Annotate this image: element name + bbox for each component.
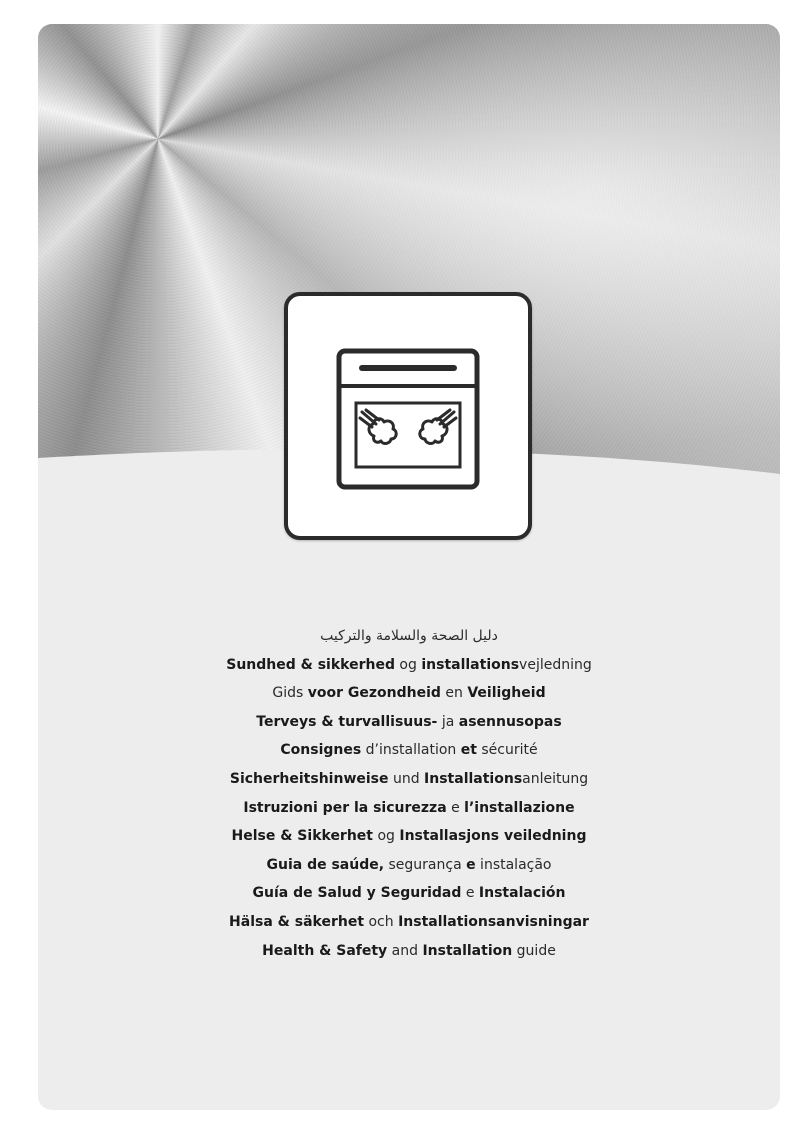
title-swedish: [38, 908, 780, 937]
title-segment: asennusopas: [458, 713, 562, 730]
title-segment: Hälsa & säkerhet: [229, 913, 365, 930]
cover-page: [38, 24, 780, 1110]
title-segment: og: [394, 656, 422, 673]
title-norwegian: [38, 822, 780, 851]
title-dutch: [38, 679, 780, 708]
title-english: [38, 937, 780, 966]
title-segment: Guia de saúde,: [266, 856, 385, 873]
title-segment: and: [387, 942, 423, 959]
title-danish: [38, 651, 780, 680]
title-french: [38, 736, 780, 765]
title-segment: Istruzioni per la sicurezza: [243, 799, 447, 816]
title-segment: Gids: [272, 685, 308, 702]
title-segment: Sicherheitshinweise: [229, 770, 389, 787]
title-segment: Installationsanvisningar: [398, 913, 589, 930]
title-segment: e: [446, 799, 465, 816]
title-arabic: [38, 622, 780, 651]
title-segment: Helse & Sikkerhet: [231, 828, 373, 845]
title-segment: anleitung: [522, 770, 589, 787]
title-german: [38, 765, 780, 794]
title-segment: og: [373, 828, 400, 845]
oven-icon-tile: [284, 292, 532, 540]
title-finnish: [38, 708, 780, 737]
title-segment: en: [440, 685, 468, 702]
title-segment: ja: [437, 713, 459, 730]
title-segment: Instalación: [478, 885, 566, 902]
title-segment: installations: [421, 656, 520, 673]
title-segment: guide: [512, 942, 556, 959]
document-titles: [38, 622, 780, 965]
oven-steam-icon: [336, 348, 480, 492]
title-segment: et: [460, 742, 477, 759]
title-portuguese: [38, 851, 780, 880]
title-segment: l’installazione: [464, 799, 575, 816]
title-segment: instalação: [475, 856, 552, 873]
title-segment: Installation: [422, 942, 513, 959]
title-segment: Sundhed & sikkerhed: [226, 656, 395, 673]
title-segment: e: [461, 885, 479, 902]
title-segment: Health & Safety: [262, 942, 388, 959]
title-segment: voor Gezondheid: [307, 685, 441, 702]
title-segment: segurança: [384, 856, 467, 873]
title-segment: och: [364, 913, 399, 930]
title-segment: Installations: [424, 770, 523, 787]
title-segment: und: [388, 770, 425, 787]
title-segment: Installasjons veiledning: [399, 828, 587, 845]
title-ar-text: دليل الصحة والسلامة والتركيب: [320, 628, 498, 644]
title-segment: e: [466, 856, 476, 873]
title-segment: Guía de Salud y Seguridad: [252, 885, 462, 902]
title-segment: Terveys & turvallisuus-: [256, 713, 438, 730]
title-segment: d’installation: [361, 742, 461, 759]
title-segment: Consignes: [280, 742, 362, 759]
title-segment: Veiligheid: [467, 685, 546, 702]
title-italian: [38, 794, 780, 823]
title-segment: vejledning: [519, 656, 592, 673]
title-segment: sécurité: [476, 742, 538, 759]
title-spanish: [38, 879, 780, 908]
